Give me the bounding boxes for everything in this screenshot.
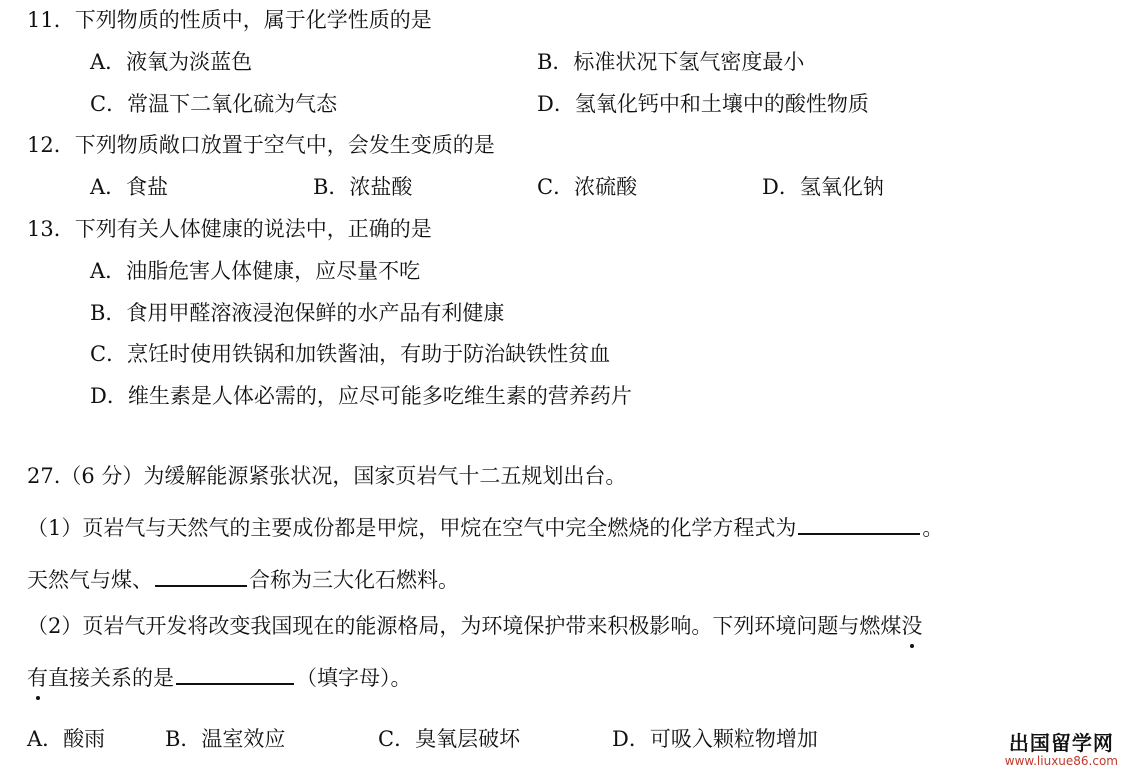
question-11-option-d: D．氢氧化钙中和土壤中的酸性物质 — [537, 92, 869, 116]
watermark-url: www.liuxue86.com — [1004, 754, 1118, 768]
site-watermark — [1005, 732, 1118, 768]
question-27-stem: 27.（6 分）为缓解能源紧张状况，国家页岩气十二五规划出台。 — [27, 464, 627, 488]
question-11-option-a: A．液氧为淡蓝色 — [90, 50, 253, 74]
question-13-option-d: D．维生素是人体必需的，应尽可能多吃维生素的营养药片 — [90, 384, 632, 408]
question-13-option-b: B．食用甲醛溶液浸泡保鲜的水产品有利健康 — [90, 301, 505, 325]
question-27-part2-line2-rest: 直接关系的是 — [48, 666, 174, 690]
question-11-stem: 11．下列物质的性质中，属于化学性质的是 — [27, 8, 432, 32]
question-11-option-b: B．标准状况下氢气密度最小 — [537, 50, 805, 74]
question-27-part2-line2-post: （填字母）。 — [296, 666, 412, 690]
question-27-part2-text: （2）页岩气开发将改变我国现在的能源格局，为环境保护带来积极影响。下列环境问题与燃煤 — [27, 614, 902, 638]
question-13-option-a: A．油脂危害人体健康，应尽量不吃 — [90, 259, 421, 283]
question-27-part1-line2-pre: 天然气与煤、 — [27, 568, 153, 592]
question-12-option-d: D．氢氧化钠 — [762, 175, 884, 199]
emphasis-dot — [910, 644, 914, 648]
question-27-option-b: B．温室效应 — [165, 727, 286, 751]
emphasis-char-you: 有 — [27, 664, 48, 692]
question-11-option-c: C．常温下二氧化硫为气态 — [90, 92, 338, 116]
question-27-part1-line2-post: 合称为三大化石燃料。 — [249, 568, 459, 592]
question-27-part2-line1 — [27, 612, 922, 640]
question-27-option-d: D．可吸入颗粒物增加 — [612, 727, 818, 751]
emphasis-dot — [36, 696, 40, 700]
question-12-stem: 12．下列物质敞口放置于空气中，会发生变质的是 — [27, 133, 495, 157]
question-12-option-c: C．浓硫酸 — [537, 175, 638, 199]
question-27-part1-end: 。 — [922, 516, 944, 540]
emphasis-char-mei: 没 — [901, 612, 922, 640]
question-12-option-b: B．浓盐酸 — [313, 175, 413, 199]
answer-blank-fuel[interactable] — [155, 567, 247, 587]
question-27-part1-line1 — [27, 514, 943, 542]
answer-blank-letter[interactable] — [176, 665, 294, 685]
question-13-option-c: C．烹饪时使用铁锅和加铁酱油，有助于防治缺铁性贫血 — [90, 342, 611, 366]
watermark-title: 出国留学网 — [1008, 731, 1114, 755]
question-27-option-c: C．臭氧层破坏 — [378, 727, 521, 751]
question-27-part2-line2 — [27, 664, 412, 692]
question-27-part1-line2 — [27, 566, 459, 594]
question-27-option-a: A．酸雨 — [27, 727, 106, 751]
question-27-part1-text: （1）页岩气与天然气的主要成份都是甲烷，甲烷在空气中完全燃烧的化学方程式为 — [27, 516, 797, 540]
answer-blank-equation[interactable] — [798, 515, 920, 535]
question-12-option-a: A．食盐 — [90, 175, 169, 199]
question-13-stem: 13．下列有关人体健康的说法中，正确的是 — [27, 217, 432, 241]
